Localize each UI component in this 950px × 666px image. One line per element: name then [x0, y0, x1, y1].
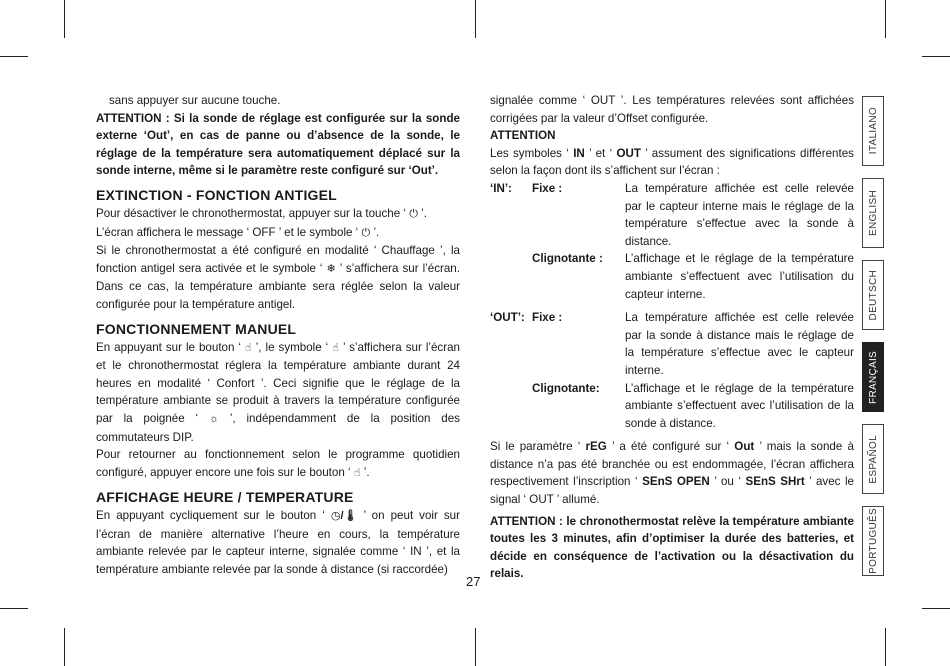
definition-text: La température affichée est celle relevée par le capteur interne mais le réglage de la température s’effectue avec la sonde à distance. [625, 181, 854, 248]
definition-row [490, 250, 854, 303]
paragraph: L’écran affichera le message ‘ OFF ’ et le symbole ‘ ⏻ ’. [96, 224, 460, 243]
crop-mark [885, 628, 886, 666]
crop-mark [0, 56, 28, 57]
definition-text: La température affichée est celle relevée par la sonde à distance mais le réglage de la température s’effectue avec le capteur interne. [625, 311, 854, 377]
clock-temperature-icon: ◷/🌡 [330, 510, 358, 523]
definition-symbol: ‘OUT’: [490, 311, 525, 325]
section-heading-affichage: AFFICHAGE HEURE / TEMPERATURE [96, 489, 354, 506]
tab-portugues: PORTUGUÊS [862, 506, 884, 576]
attention-heading: ATTENTION [490, 129, 556, 143]
tab-espanol: ESPAÑOL [862, 424, 884, 494]
tab-deutsch: DEUTSCH [862, 260, 884, 330]
crop-mark [885, 0, 886, 38]
paragraph: Les symboles ‘ IN ’ et ‘ OUT ’ assument des significations différentes selon la façon dont ils s’affichent sur l’écran : [490, 146, 854, 178]
attention-note: ATTENTION : Si la sonde de réglage est configurée sur la sonde externe ‘Out’, en cas de panne ou d’absence de la sonde, le réglage de la température sera automatiquement déplacé sur la sonde interne, même si le paramètre reste configuré sur ‘Out’. [96, 111, 460, 178]
definition-row [490, 309, 854, 379]
hand-icon: ☝ [353, 466, 361, 479]
definition-text: L’affichage et le réglage de la température ambiante s’effectuent avec l’utilisation du capteur interne. [625, 252, 854, 301]
crop-mark [0, 608, 28, 609]
definition-state: Fixe : [532, 181, 563, 195]
crop-mark [922, 56, 950, 57]
sun-icon: ☼ [208, 412, 220, 425]
crop-mark [64, 628, 65, 666]
paragraph: Pour désactiver le chronothermostat, appuyer sur la touche ‘ ⏻ ’. [96, 205, 460, 224]
paragraph: Si le chronothermostat a été configuré en modalité ‘ Chauffage ’, la fonction antigel sera activée et le symbole ‘ ❄ ’ s’affichera sur l’écran. Dans ce cas, la température ambiante sera réglée selon la valeur configurée pour la température antigel. [96, 244, 460, 311]
paragraph: signalée comme ‘ OUT ’. Les températures relevées sont affichées corrigées par la valeur d’Offset configurée. [490, 94, 854, 125]
definition-row [490, 180, 854, 250]
page-number: 27 [466, 574, 481, 589]
paragraph: En appuyant cycliquement sur le bouton ‘ ◷/🌡 ’ on peut voir sur l’écran de manière alternative l’heure en cours, la température ambiante relevée par le capteur interne, signalée comme ‘ IN ’, et la température ambiante relevée par la sonde à distance (si raccordée) [96, 509, 460, 577]
definition-state: Fixe : [532, 311, 563, 325]
section-heading-manuel: FONCTIONNEMENT MANUEL [96, 320, 297, 337]
definition-symbol: ‘IN’: [490, 181, 512, 195]
right-column [490, 92, 854, 583]
tab-english: ENGLISH [862, 178, 884, 248]
tab-italiano: ITALIANO [862, 96, 884, 166]
definition-state: Clignotante: [532, 381, 600, 395]
attention-note: ATTENTION : le chronothermostat relève la température ambiante toutes les 3 minutes, afin d’optimiser la durée des batteries, et décide en conséquence de l’activation ou la désactivation du relais. [490, 514, 854, 581]
crop-mark [64, 0, 65, 38]
tab-francais: FRANÇAIS [862, 342, 884, 412]
definition-state: Clignotante : [532, 252, 603, 266]
crop-mark [475, 628, 476, 666]
paragraph: Si le paramètre ‘ rEG ’ a été configuré sur ‘ Out ’ mais la sonde à distance n’a pas été branchée ou est endommagée, l’écran affichera respectivement l’inscription ‘ SEnS OPEN ’ ou ‘ SEnS SHrt ’ avec le signal ‘ OUT ’ allumé. [490, 440, 854, 507]
language-tabs [862, 96, 884, 578]
paragraph: En appuyant sur le bouton ‘ ☝ ’, le symbole ‘ ☝ ’ s’affichera sur l’écran et le chronothermostat réglera la température ambiante durant 24 heures en modalité ‘ Confort ’. Ceci signifie que le réglage de la température ambiante se produit à travers la température configurée par la poignée ‘ ☼ ’, indépendamment de la position des commutateurs DIP. [96, 340, 460, 444]
crop-mark [922, 608, 950, 609]
definition-row [490, 380, 854, 433]
left-column [96, 92, 460, 579]
crop-mark [475, 0, 476, 38]
intro-text: sans appuyer sur aucune touche. [109, 94, 281, 107]
power-icon: ⏻ [361, 226, 371, 239]
paragraph: Pour retourner au fonctionnement selon le programme quotidien configuré, appuyer encore une fois sur le bouton ‘ ☝ ’. [96, 446, 460, 482]
section-heading-extinction: EXTINCTION - FONCTION ANTIGEL [96, 186, 337, 203]
power-icon: ⏻ [409, 207, 418, 220]
snowflake-icon: ❄ [326, 262, 336, 275]
hand-icon: ☝ [245, 341, 252, 354]
definition-text: L’affichage et le réglage de la température ambiante s’effectuent avec l’utilisation de la sonde à distance. [625, 381, 854, 430]
hand-icon: ☝ [332, 341, 339, 354]
